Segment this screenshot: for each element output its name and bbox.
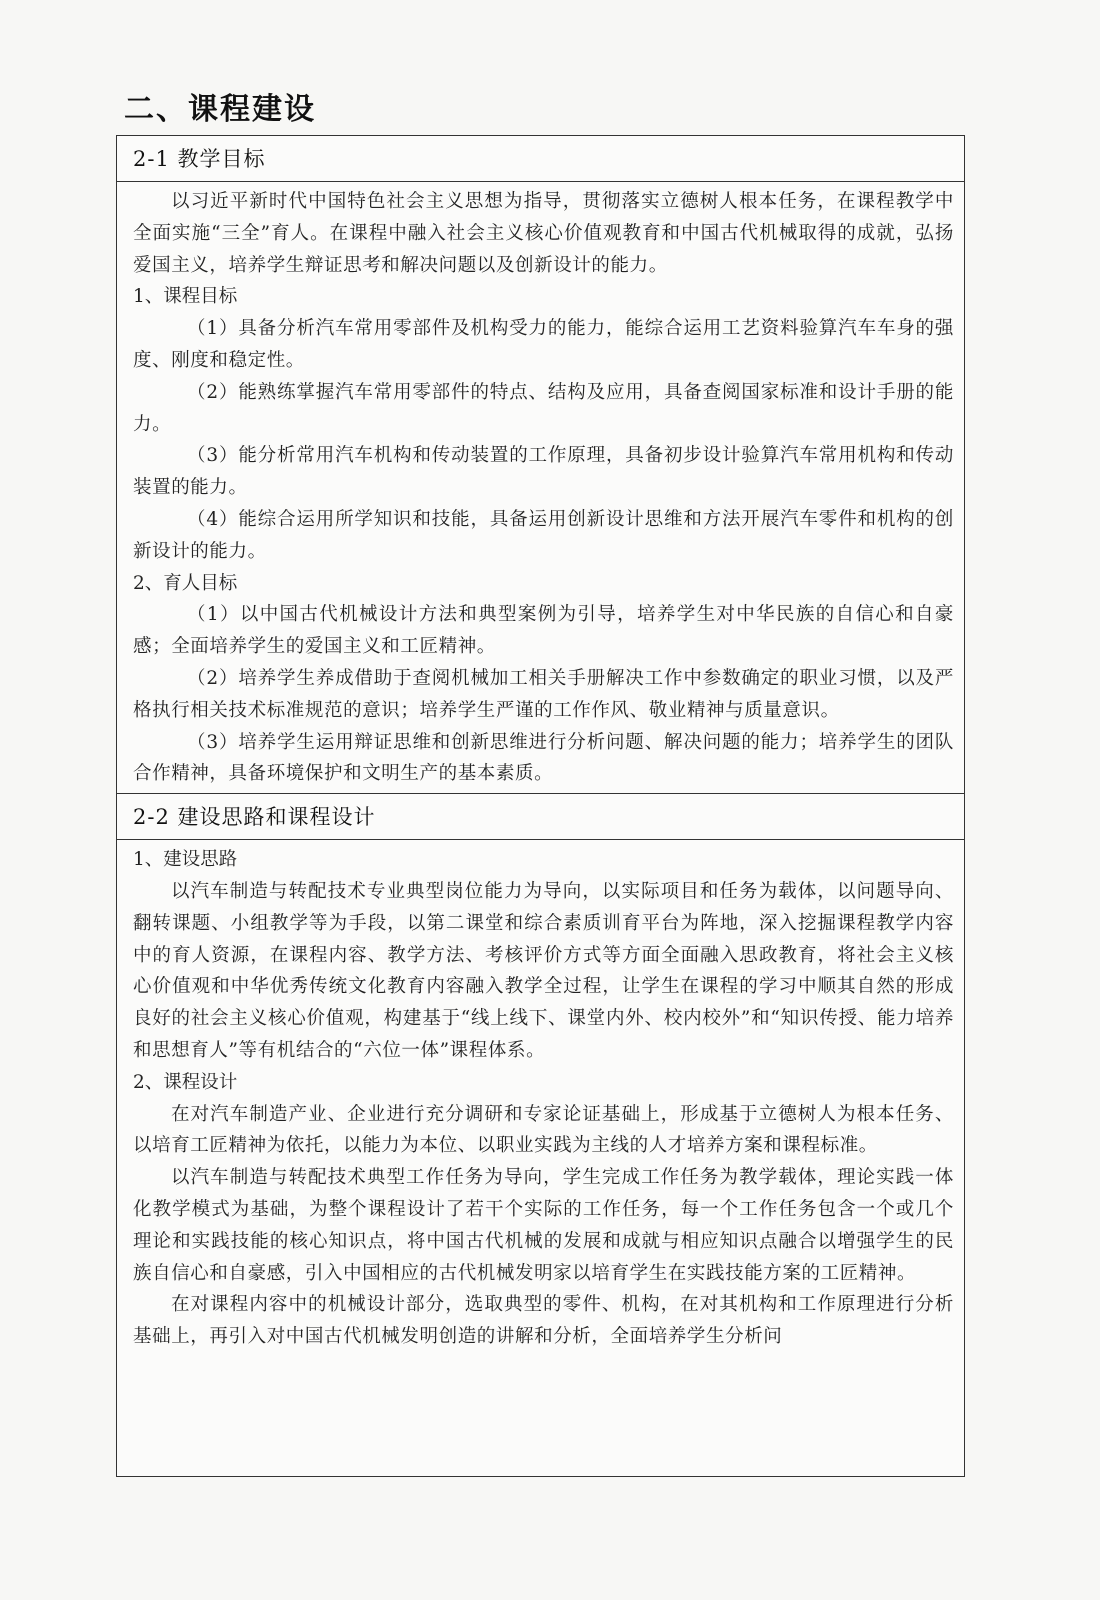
page-heading: 二、课程建设: [124, 92, 316, 127]
section-body-teaching-goals: [117, 182, 964, 794]
course-goal-item: （2）能熟练掌握汽车常用零部件的特点、结构及应用，具备查阅国家标准和设计手册的能力。: [133, 381, 954, 435]
course-goal-item: （3）能分析常用汽车机构和传动装置的工作原理，具备初步设计验算汽车常用机构和传动装置的能力。: [133, 445, 954, 499]
idea-heading: 1、建设思路: [133, 849, 238, 871]
edu-goal-item: （1）以中国古代机械设计方法和典型案例为引导，培养学生对中华民族的自信心和自豪感；全面培养学生的爱国主义和工匠精神。: [133, 604, 954, 658]
section-title-teaching-goals: 2-1 教学目标: [117, 136, 964, 182]
edu-goal-item: （3）培养学生运用辩证思维和创新思维进行分析问题、解决问题的能力；培养学生的团队合作精神，具备环境保护和文明生产的基本素质。: [133, 731, 954, 785]
edu-goal-heading: 2、育人目标: [133, 572, 238, 594]
course-goal-item: （1）具备分析汽车常用零部件及机构受力的能力，能综合运用工艺资料验算汽车车身的强度、刚度和稳定性。: [133, 318, 954, 371]
edu-goal-item: （2）培养学生养成借助于查阅机械加工相关手册解决工作中参数确定的职业习惯，以及严格执行相关技术标准规范的意识；培养学生严谨的工作作风、敬业精神与质量意识。: [133, 667, 954, 721]
section-title-design: 2-2 建设思路和课程设计: [117, 794, 964, 840]
design-paragraph: 以汽车制造与转配技术典型工作任务为导向，学生完成工作任务为教学载体，理论实践一体化教学模式为基础，为整个课程设计了若干个实际的工作任务，每一个工作任务包含一个或几个理论和实践技能的核心知识点，将中国古代机械的发展和成就与相应知识点融合以增强学生的民族自信心和自豪感，引入中国相应的古代机械发明家以培育学生在实践技能方案的工匠精神。: [133, 1167, 954, 1284]
intro-paragraph: 以习近平新时代中国特色社会主义思想为指导，贯彻落实立德树人根本任务，在课程教学中全面实施“三全”育人。在课程中融入社会主义核心价值观教育和中国古代机械取得的成就，弘扬爱国主义，培养学生辩证思考和解决问题以及创新设计的能力。: [133, 191, 954, 276]
course-table: [116, 135, 965, 1477]
design-paragraph: 在对课程内容中的机械设计部分，选取典型的零件、机构，在对其机构和工作原理进行分析基础上，再引入对中国古代机械发明创造的讲解和分析，全面培养学生分析问: [133, 1294, 954, 1348]
design-paragraph: 在对汽车制造产业、企业进行充分调研和专家论证基础上，形成基于立德树人为根本任务、以培育工匠精神为依托，以能力为本位、以职业实践为主线的人才培养方案和课程标准。: [133, 1103, 954, 1157]
idea-paragraph: 以汽车制造与转配技术专业典型岗位能力为导向，以实际项目和任务为载体，以问题导向、翻转课题、小组教学等为手段，以第二课堂和综合素质训育平台为阵地，深入挖掘课程教学内容中的育人资源，在课程内容、教学方法、考核评价方式等方面全面融入思政教育，将社会主义核心价值观和中华优秀传统文化教育内容融入教学全过程，让学生在课程的学习中顺其自然的形成良好的社会主义核心价值观，构建基于“线上线下、课堂内外、校内校外”和“知识传授、能力培养和思想育人”等有机结合的“六位一体”课程体系。: [133, 880, 954, 1061]
section-body-design: [117, 840, 964, 1356]
course-goal-item: （4）能综合运用所学知识和技能，具备运用创新设计思维和方法开展汽车零件和机构的创新设计的能力。: [133, 508, 954, 562]
course-goal-heading: 1、课程目标: [133, 286, 238, 308]
design-heading: 2、课程设计: [133, 1071, 238, 1093]
